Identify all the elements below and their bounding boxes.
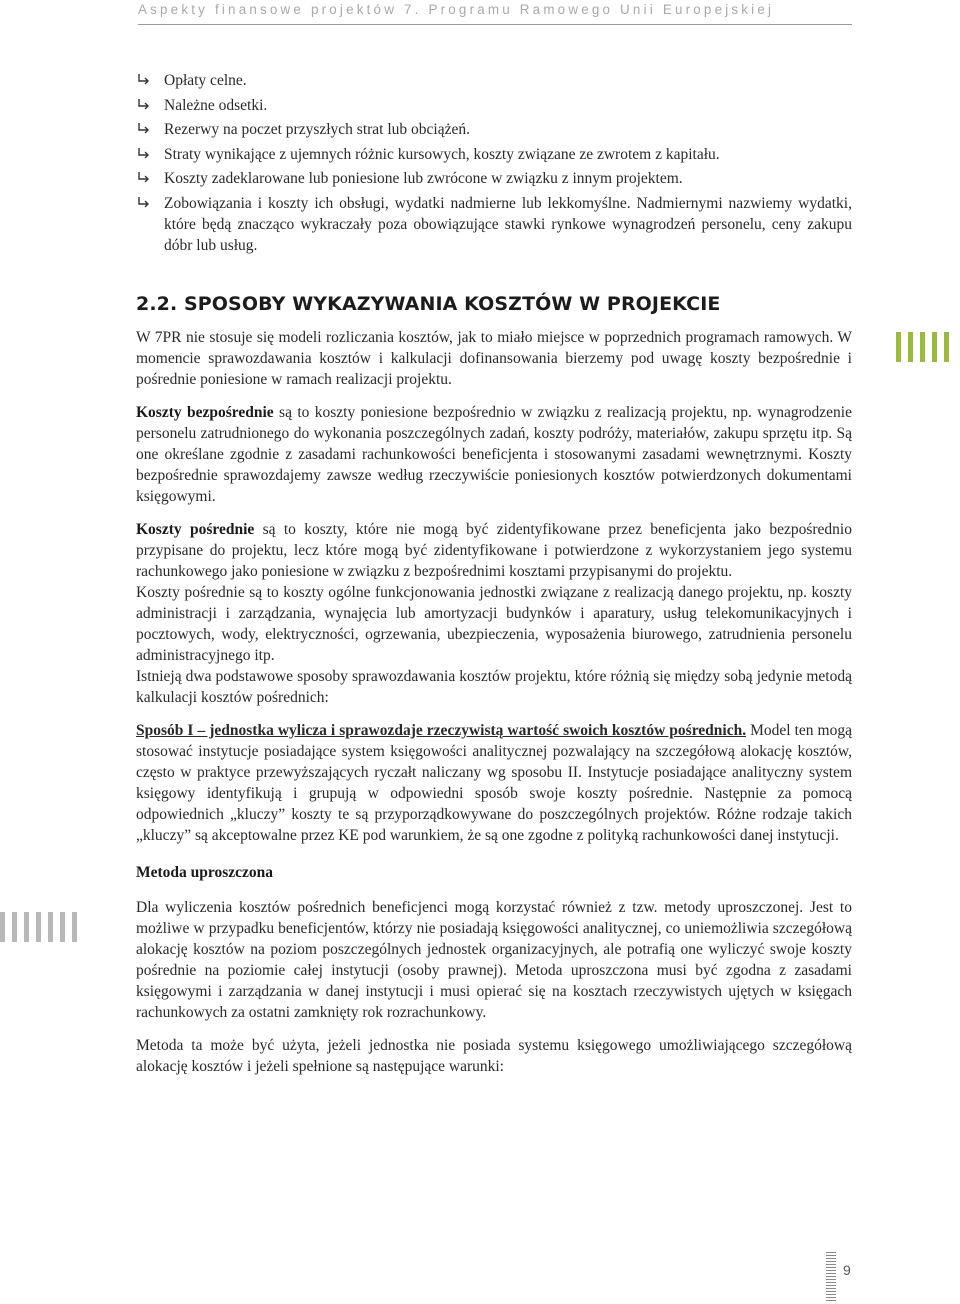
term-indirect-costs: Koszty pośrednie xyxy=(136,520,255,538)
paragraph-indirect-costs-2: Koszty pośrednie są to koszty ogólne funkcjonowania jednostki związane z realizacją danego projektu, np. koszty administracji i zarządzania, wynajęcia lub amortyzacji budynków i aparatury, usług telekomunikacyjnych i pocztowych, wody, elektryczności, ogrzewania, ubezpieczenia, wyposażenia biurowego, zatrudnienia personelu administracyjnego itp. xyxy=(136,583,852,664)
subheading-simplified-method xyxy=(136,862,852,883)
page-number: 9 xyxy=(843,1262,851,1278)
list-item-text: Zobowiązania i koszty ich obsługi, wydatki nadmierne lub lekkomyślne. Nadmiernymi nazwiemy wydatki, które będą znacząco wykraczały poza obowiązujące stawki rynkowe wynagrodzeń personelu, ceny zakupu dóbr lub usług. xyxy=(164,194,852,254)
method-1-title: Sposób I – jednostka wylicza i sprawozdaje rzeczywistą wartość swoich kosztów pośrednich. xyxy=(136,721,747,739)
turn-right-arrow-icon xyxy=(136,146,152,162)
page-content xyxy=(136,70,852,1077)
indirect-costs-text: są to koszty, które nie mogą być zidentyfikowane przez beneficjenta jako bezpośrednio przypisane do projektu, lecz które mogą być zidentyfikowane i potwierdzone z wykorzystaniem jego systemu rachunkowego jako poniesione w związku z bezpośrednimi kosztami przypisanymi do projektu. xyxy=(136,520,852,580)
turn-right-arrow-icon xyxy=(136,170,152,186)
page-number-decoration xyxy=(826,1252,836,1302)
list-item-text: Koszty zadeklarowane lub poniesione lub zwrócone w związku z innym projektem. xyxy=(164,170,683,188)
term-direct-costs: Koszty bezpośrednie xyxy=(136,403,274,421)
running-header: Aspekty finansowe projektów 7. Programu Ramowego Unii Europejskiej xyxy=(138,0,852,25)
list-item-text: Opłaty celne. xyxy=(164,72,247,89)
simplified-method-title: Metoda uproszczona xyxy=(136,863,274,881)
turn-right-arrow-icon xyxy=(136,97,152,113)
section-heading: 2.2. SPOSOBY WYKAZYWANIA KOSZTÓW W PROJEKCIE xyxy=(136,292,721,315)
paragraph-direct-costs xyxy=(136,402,852,507)
list-item xyxy=(136,193,852,256)
paragraph-indirect-costs xyxy=(136,519,852,582)
list-item-text: Należne odsetki. xyxy=(164,96,268,114)
paragraph-intro: W 7PR nie stosuje się modeli rozliczania kosztów, jak to miało miejsce w poprzednich programach ramowych. W momencie sprawozdawania kosztów i kalkulacji dofinansowania bierzemy pod uwagę koszty bezpośrednie i pośrednie poniesione w ramach realizacji projektu. xyxy=(136,328,852,388)
direct-costs-text: są to koszty poniesione bezpośrednio w związku z realizacją projektu, np. wynagrodzenie personelu zatrudnionego do wykonania poszczególnych zadań, koszty podróży, materiałów, zakupu sprzętu itp. Są one określane zgodnie z zasadami rachunkowości beneficjenta i stosowanymi zasadami wewnętrznymi. Koszty bezpośrednie sprawozdajemy zawsze według rzeczywiście poniesionych kosztów potwierdzonych dokumentami księgowymi. xyxy=(136,403,852,505)
paragraph-simplified-1: Dla wyliczenia kosztów pośrednich beneficjenci mogą korzystać również z tzw. metody uproszczonej. Jest to możliwe w przypadku beneficjentów, którzy nie posiadają księgowości analitycznej, co uniemożliwia szczegółową alokację kosztów na poziom poszczególnych jednostek organizacyjnych, ale potrafią one wyliczyć swoje koszty pośrednie na poziomie całej instytucji (osoby prawnej). Metoda uproszczona musi być zgodna z zasadami księgowymi i zarządzania w danej instytucji i musi opierać się na kosztach rzeczywistych ujętych w księgach rachunkowych za ostatni zamknięty rok rozrachunkowy. xyxy=(136,898,852,1021)
decorative-stripes-green xyxy=(896,332,960,362)
excluded-costs-list xyxy=(136,70,852,256)
paragraph-method-1 xyxy=(136,720,852,846)
list-item-text: Rezerwy na poczet przyszłych strat lub obciążeń. xyxy=(164,121,470,139)
list-item xyxy=(136,144,852,165)
turn-right-arrow-icon xyxy=(136,121,152,137)
paragraph-indirect-costs-3: Istnieją dwa podstawowe sposoby sprawozdawania kosztów projektu, które różnią się między sobą jedynie metodą kalkulacji kosztów pośrednich: xyxy=(136,667,852,706)
method-1-text: Model ten mogą stosować instytucje posiadające system księgowości analitycznej pozwalający na szczegółową alokację kosztów, często w praktyce przewyższających ryczałt naliczany wg sposobu II. Instytucje posiadające analityczny system księgowy identyfikują i grupują w odpowiedni sposób swoje koszty pośrednie. Następnie za pomocą odpowiednich „kluczy” koszty te są przyporządkowywane do poszczególnych projektów. Różne rodzaje takich „kluczy” są akceptowalne przez KE pod warunkiem, że są one zgodne z polityką rachunkowości danej instytucji. xyxy=(136,721,852,844)
turn-right-arrow-icon xyxy=(136,195,152,211)
list-item xyxy=(136,70,852,91)
decorative-stripes-gray xyxy=(0,912,96,942)
list-item xyxy=(136,119,852,140)
list-item xyxy=(136,168,852,189)
paragraph-simplified-2: Metoda ta może być użyta, jeżeli jednostka nie posiada systemu księgowego umożliwiającego szczegółową alokację kosztów i jeżeli spełnione są następujące warunki: xyxy=(136,1036,852,1075)
turn-right-arrow-icon xyxy=(136,72,152,88)
list-item-text: Straty wynikające z ujemnych różnic kursowych, koszty związane ze zwrotem z kapitału. xyxy=(164,145,720,163)
list-item xyxy=(136,95,852,116)
